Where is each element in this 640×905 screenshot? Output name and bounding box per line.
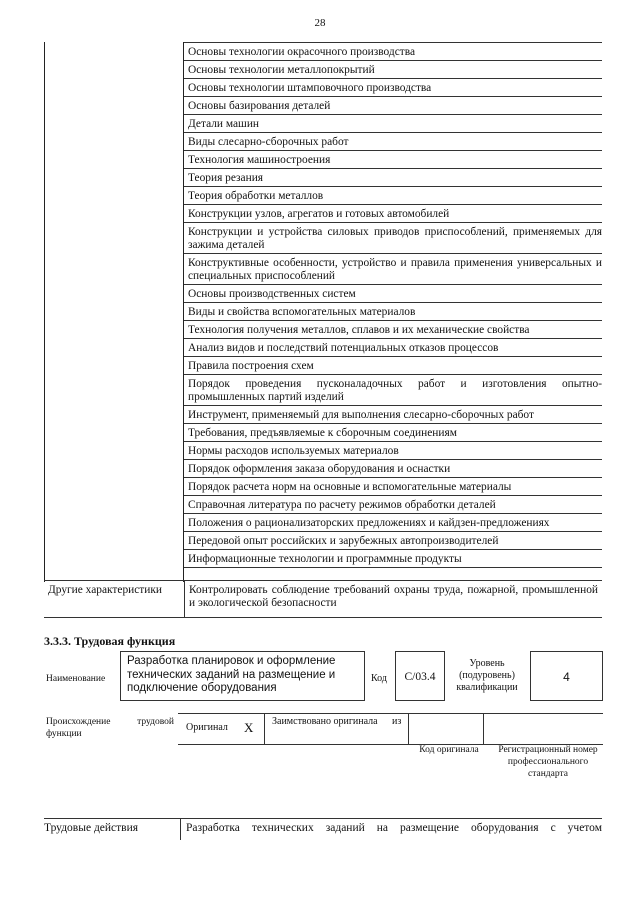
- knowledge-item: Детали машин: [184, 115, 602, 133]
- divider: [264, 714, 265, 744]
- labor-actions-value: Разработка технических заданий на размещение оборудования с учетом: [186, 822, 602, 834]
- knowledge-item: Теория обработки металлов: [184, 187, 602, 205]
- knowledge-item: Конструктивные особенности, устройство и правила применения универсальных и специальных приспособлений: [184, 254, 602, 285]
- knowledge-item: Инструмент, применяемый для выполнения слесарно-сборочных работ: [184, 406, 602, 424]
- divider: [408, 714, 409, 744]
- origin-label: Происхождение трудовой функции: [46, 717, 174, 739]
- knowledge-item: Порядок оформления заказа оборудования и оснастки: [184, 460, 602, 478]
- knowledge-list: [184, 42, 602, 568]
- knowledge-item: Конструкции узлов, агрегатов и готовых автомобилей: [184, 205, 602, 223]
- knowledge-item: Анализ видов и последствий потенциальных отказов процессов: [184, 339, 602, 357]
- original-mark: X: [244, 720, 254, 735]
- name-label: Наименование: [46, 674, 106, 684]
- level-box: 4: [530, 651, 603, 701]
- other-characteristics-value: Контролировать соблюдение требований охраны труда, пожарной, промышленной и экологической безопасности: [184, 581, 598, 617]
- code-label: Код: [371, 673, 387, 684]
- borrowed-label: Заимствовано оригинала: [272, 716, 378, 727]
- divider: [44, 818, 602, 819]
- knowledge-label-cell: [44, 42, 184, 582]
- knowledge-item: Правила построения схем: [184, 357, 602, 375]
- knowledge-item: Положения о рационализаторских предложениях и кайдзен-предложениях: [184, 514, 602, 532]
- knowledge-item: Конструкции и устройства силовых приводов приспособлений, применяемых для зажима деталей: [184, 223, 602, 254]
- section-heading: 3.3.3. Трудовая функция: [44, 634, 176, 648]
- divider: [180, 818, 181, 840]
- knowledge-item: Основы технологии окрасочного производства: [184, 42, 602, 61]
- page-number: 28: [314, 17, 326, 29]
- reg-number-caption: Регистрационный номер профессионального стандарта: [498, 745, 598, 779]
- labor-actions-label: Трудовые действия: [44, 822, 139, 834]
- knowledge-item: Требования, предъявляемые к сборочным соединениям: [184, 424, 602, 442]
- knowledge-item: Передовой опыт российских и зарубежных автопроизводителей: [184, 532, 602, 550]
- origin-table: [178, 713, 603, 745]
- knowledge-item: Теория резания: [184, 169, 602, 187]
- knowledge-item: Справочная литература по расчету режимов обработки деталей: [184, 496, 602, 514]
- level-label: Уровень (подуровень) квалификации: [456, 658, 518, 693]
- other-characteristics-row: [44, 580, 602, 618]
- code-box: С/03.4: [395, 651, 445, 701]
- divider: [483, 714, 484, 744]
- knowledge-item: Порядок расчета норм на основные и вспомогательные материалы: [184, 478, 602, 496]
- knowledge-item: Виды и свойства вспомогательных материалов: [184, 303, 602, 321]
- knowledge-item: Основы производственных систем: [184, 285, 602, 303]
- knowledge-item: Технология получения металлов, сплавов и их механические свойства: [184, 321, 602, 339]
- other-characteristics-label: Другие характеристики: [48, 584, 163, 596]
- knowledge-item: Технология машиностроения: [184, 151, 602, 169]
- code-original-caption: Код оригинала: [419, 745, 479, 755]
- knowledge-item: Основы базирования деталей: [184, 97, 602, 115]
- function-name-box: Разработка планировок и оформление технических заданий на размещение и подключение оборудования: [120, 651, 365, 701]
- knowledge-item: Основы технологии металлопокрытий: [184, 61, 602, 79]
- borrowed-iz: из: [392, 716, 402, 727]
- knowledge-item: Виды слесарно-сборочных работ: [184, 133, 602, 151]
- knowledge-item: Порядок проведения пусконаладочных работ и изготовления опытно-промышленных партий изделий: [184, 375, 602, 406]
- knowledge-item: Основы технологии штамповочного производства: [184, 79, 602, 97]
- knowledge-item: Информационные технологии и программные продукты: [184, 550, 602, 568]
- original-label: Оригинал: [186, 722, 228, 733]
- knowledge-item: Нормы расходов используемых материалов: [184, 442, 602, 460]
